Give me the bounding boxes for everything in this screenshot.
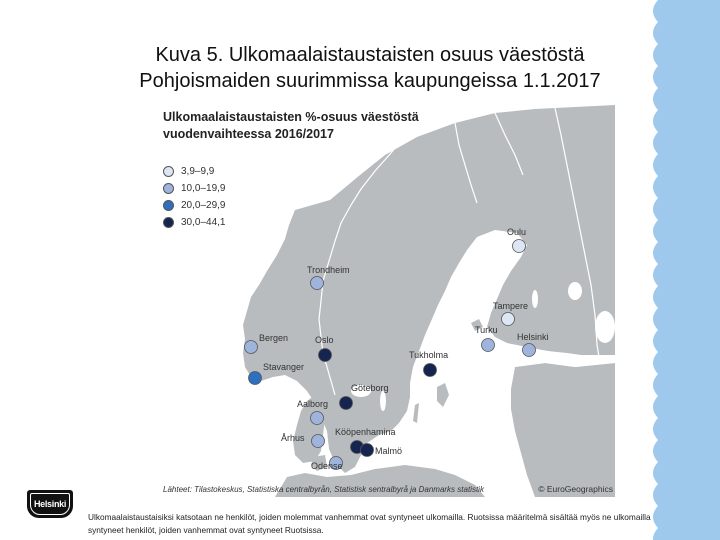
city-label-g-teborg: Göteborg xyxy=(351,383,389,393)
legend-item xyxy=(163,197,226,214)
city-dot-helsinki xyxy=(523,344,536,357)
city-dot-oulu xyxy=(513,240,526,253)
map-source: Lähteet: Tilastokeskus, Statistiska centralbyrån, Statistisk sentralbyrå ja Danmarks statistik xyxy=(163,485,484,494)
city-dot-trondheim xyxy=(311,277,324,290)
legend-swatch xyxy=(163,183,174,194)
lake-saimaa xyxy=(568,282,582,300)
city-label-oulu: Oulu xyxy=(507,227,527,237)
city-label-tampere: Tampere xyxy=(493,301,529,311)
city-label-helsinki: Helsinki xyxy=(517,332,549,342)
map-title-line-2: vuodenvaihteessa 2016/2017 xyxy=(163,127,334,141)
legend-label: 20,0–29,9 xyxy=(181,200,226,211)
city-label-bergen: Bergen xyxy=(259,333,289,343)
lake-vattern xyxy=(380,391,386,411)
legend-swatch xyxy=(163,166,174,177)
legend-item xyxy=(163,180,226,197)
legend-label: 10,0–19,9 xyxy=(181,183,226,194)
city-dot-bergen xyxy=(245,341,258,354)
city-dot-tampere xyxy=(502,313,515,326)
city-label-turku: Turku xyxy=(475,325,498,335)
city-dot-oslo xyxy=(319,349,332,362)
city-dot-turku xyxy=(482,339,495,352)
city-label-k-penhamina: Kööpenhamina xyxy=(335,427,396,437)
lake-paijanne xyxy=(532,290,538,308)
map-copyright: © EuroGeographics xyxy=(538,484,613,494)
legend-item xyxy=(163,214,226,231)
city-label-tukholma: Tukholma xyxy=(409,350,449,360)
city-dot-tukholma xyxy=(424,364,437,377)
city-label-trondheim: Trondheim xyxy=(307,265,350,275)
lake-ladoga xyxy=(595,311,615,343)
map-legend xyxy=(163,163,226,231)
footnote: Ulkomaalaistaustaisiksi katsotaan ne henkilöt, joiden molemmat vanhemmat ovat syntyneet ulkomailla. Ruotsissa määritelmä sisältää myös ne ulkomailla syntyneet henkilöt, joiden vanhemmat ovat syntyneet Ruotsissa. xyxy=(88,512,651,535)
legend-label: 30,0–44,1 xyxy=(181,217,226,228)
slide-title xyxy=(70,42,670,94)
city-dot-stavanger xyxy=(249,372,262,385)
map-title-line-1: Ulkomaalaistaustaisten %-osuus väestöstä xyxy=(163,110,419,124)
city-label--rhus: Århus xyxy=(281,433,305,443)
legend-swatch xyxy=(163,217,174,228)
slide-title-line-1: Kuva 5. Ulkomaalaistaustaisten osuus väestöstä xyxy=(155,44,585,66)
legend-label: 3,9–9,9 xyxy=(181,166,215,177)
city-dot-aalborg xyxy=(311,412,324,425)
legend-item xyxy=(163,163,226,180)
city-dot-g-teborg xyxy=(340,397,353,410)
city-dot--rhus xyxy=(312,435,325,448)
city-label-stavanger: Stavanger xyxy=(263,362,305,372)
slide-title-line-2: Pohjoismaiden suurimmissa kaupungeissa 1.1.2017 xyxy=(139,70,601,92)
city-label-odense: Odense xyxy=(311,461,343,471)
logo-text: Helsinki xyxy=(33,499,67,509)
city-label-malm-: Malmö xyxy=(375,446,403,456)
oland-land xyxy=(413,403,419,423)
baltic-east-land xyxy=(511,363,615,497)
map-figure xyxy=(155,105,615,497)
legend-swatch xyxy=(163,200,174,211)
gotland-land xyxy=(437,383,449,407)
helsinki-logo xyxy=(27,490,73,518)
map-title xyxy=(163,109,419,143)
city-label-oslo: Oslo xyxy=(315,335,334,345)
city-dot-malm- xyxy=(361,444,374,457)
city-label-aalborg: Aalborg xyxy=(297,399,329,409)
